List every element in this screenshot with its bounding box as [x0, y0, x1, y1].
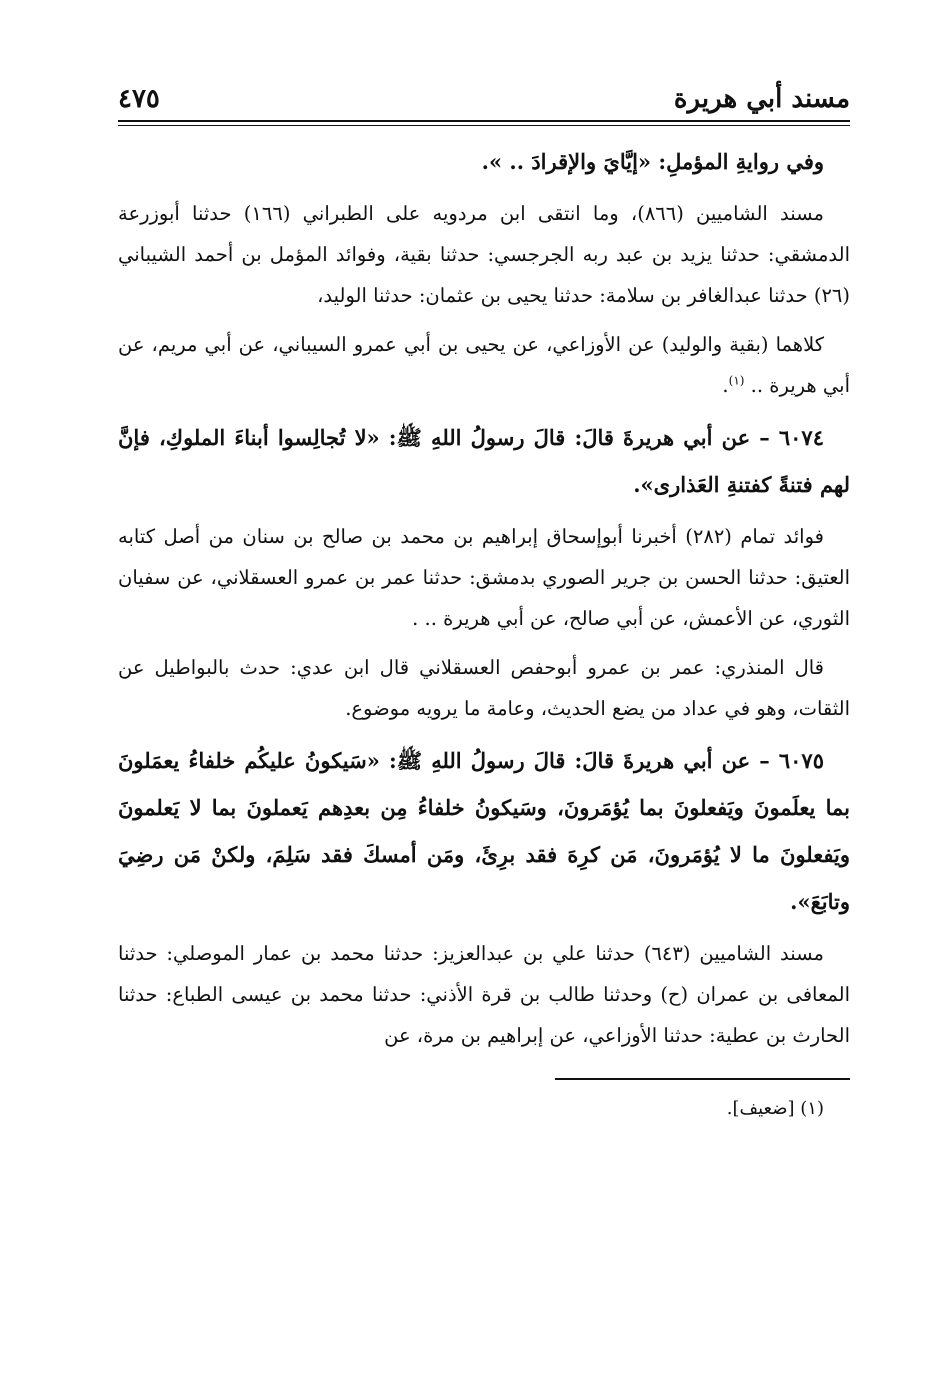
source-paragraph: مسند الشاميين (٨٦٦)، وما انتقى ابن مردويه على الطبراني (١٦٦) حدثنا أبوزرعة الدمشقي: حدثنا يزيد بن عبد ربه الجرجسي: حدثنا بقية، وفوائد المؤمل بن أحمد الشيباني (٢٦) حدثنا عبدالغافر بن سلامة: حدثنا يحيى بن عثمان: حدثنا الوليد،	[118, 202, 850, 307]
page	[118, 78, 850, 1124]
running-header	[118, 78, 850, 116]
chain-paragraph: كلاهما (بقية والوليد) عن الأوزاعي، عن يحيى بن أبي عمرو السيباني، عن أبي مريم، عن أبي هريرة .. $^{(١)}$.	[118, 333, 850, 397]
source-paragraph: مسند الشاميين (٦٤٣) حدثنا علي بن عبدالعزيز: حدثنا محمد بن عمار الموصلي: حدثنا المعافى بن عمران (ح) وحدثنا طالب بن قرة الأذني: حدثنا محمد بن عيسى الطباع: حدثنا الحارث بن عطية: حدثنا الأوزاعي، عن إبراهيم بن مرة، عن	[118, 942, 850, 1047]
footnote-reference: (١)	[728, 373, 745, 388]
hadith-6074: ٦٠٧٤ – عن أبي هريرةَ قالَ: قالَ رسولُ اللهِ ﷺ: «لا تُجالِسوا أبناءَ الملوكِ، فإنَّ لهم فتنةً كفتنةِ العَذارى».	[118, 425, 850, 497]
page-number: ٤٧٥	[118, 84, 160, 114]
footnote: (١) [ضعيف].	[726, 1098, 824, 1119]
header-title: مسند أبي هريرة	[673, 84, 850, 114]
footnote-rule	[555, 1078, 850, 1080]
hadith-6075: ٦٠٧٥ – عن أبي هريرةَ قالَ: قالَ رسولُ اللهِ ﷺ: «سَيكونُ عليكُم خلفاءُ يعمَلونَ بما يعلَمونَ ويَفعلونَ بما يُؤمَرونَ، وسَيكونُ خلفاءُ مِن بعدِهم يَعملونَ بما لا يَعلمونَ ويَفعلونَ ما لا يُؤمَرونَ، مَن كرِهَ فقد برِئَ، ومَن أمسكَ فقد سَلِمَ، ولكنْ مَن رضِيَ وتابَعَ».	[118, 748, 850, 914]
chain-text: كلاهما (بقية والوليد) عن الأوزاعي، عن يحيى بن أبي عمرو السيباني، عن أبي مريم، عن أبي هريرة ..	[118, 333, 850, 397]
narration-variant: وفي روايةِ المؤملِ: «إيَّايَ والإقرادَ .. ».	[481, 149, 824, 174]
source-paragraph: فوائد تمام (٢٨٢) أخبرنا أبوإسحاق إبراهيم بن محمد بن صالح بن سنان من أصل كتابه العتيق: حدثنا الحسن بن جرير الصوري بدمشق: حدثنا عمر بن عمرو العسقلاني، عن سفيان الثوري، عن الأعمش، عن أبي صالح، عن أبي هريرة .. .	[118, 525, 850, 630]
commentary-paragraph: قال المنذري: عمر بن عمرو أبوحفص العسقلاني قال ابن عدي: حدث بالبواطيل عن الثقات، وهو في عداد من يضع الحديث، وعامة ما يرويه موضوع.	[118, 656, 850, 720]
